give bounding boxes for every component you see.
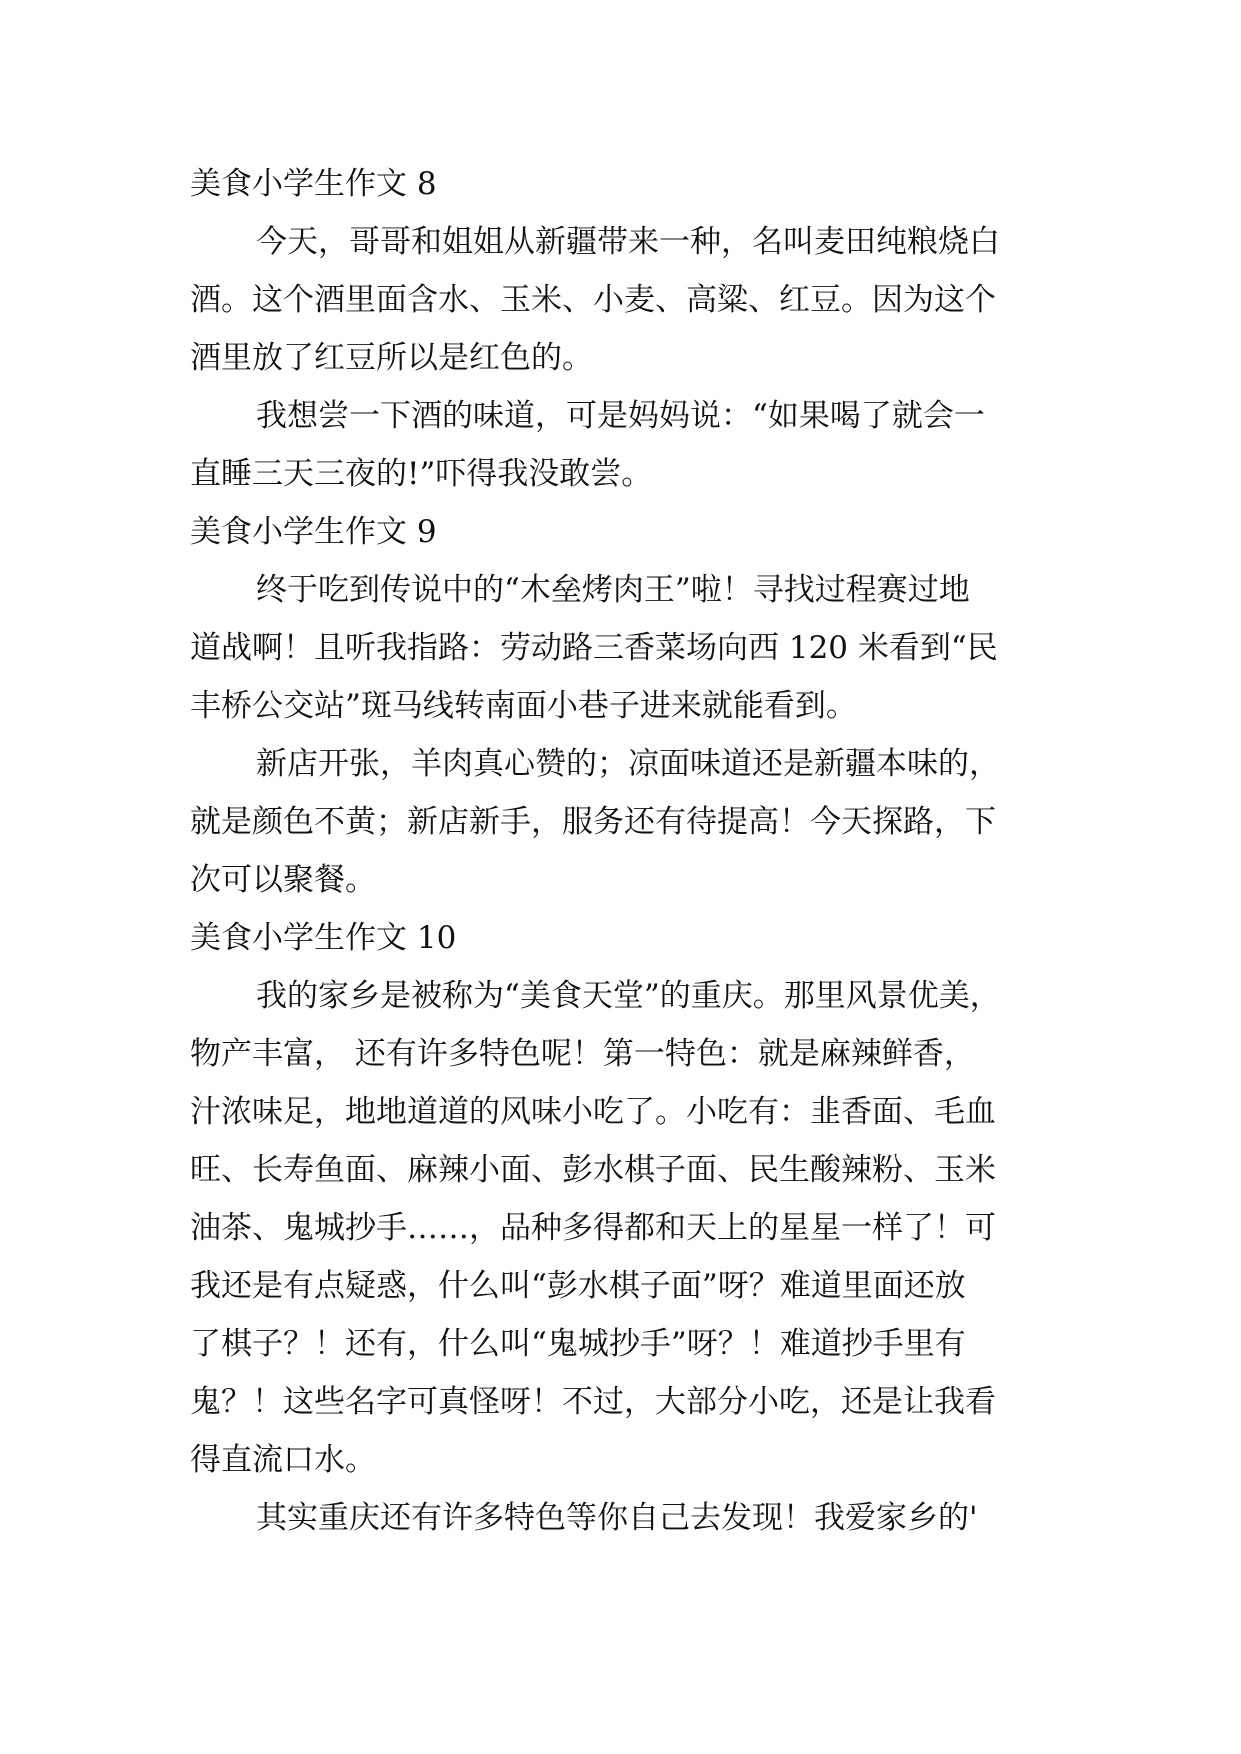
text-line: 油茶、鬼城抄手……，品种多得都和天上的星星一样了！可	[190, 1210, 996, 1246]
essay-section	[190, 909, 1060, 1547]
text-line: 了棋子？！还有，什么叫“鬼城抄手”呀？！难道抄手里有	[190, 1326, 966, 1362]
essay-paragraph	[190, 735, 1060, 909]
essay-paragraph	[190, 967, 1060, 1489]
essay-paragraph	[190, 1489, 1060, 1547]
essay-paragraph	[190, 387, 1060, 503]
text-line: 物产丰富， 还有许多特色呢！第一特色：就是麻辣鲜香，	[190, 1036, 975, 1072]
text-line: 我还是有点疑惑，什么叫“彭水棋子面”呀？难道里面还放	[190, 1268, 966, 1304]
essay-section	[190, 503, 1060, 909]
text-line: 终于吃到传说中的“木垒烤肉王”啦！寻找过程赛过地	[256, 572, 970, 608]
essay-title: 美食小学生作文 10	[190, 920, 457, 956]
essay-section	[190, 155, 1060, 503]
text-line: 新店开张，羊肉真心赞的；凉面味道还是新疆本味的，	[256, 746, 1000, 782]
essay-paragraph	[190, 561, 1060, 735]
essay-title: 美食小学生作文 8	[190, 166, 437, 202]
document-page	[190, 155, 1060, 1547]
text-line: 得直流口水。	[190, 1442, 376, 1478]
text-line: 鬼？！这些名字可真怪呀！不过，大部分小吃，还是让我看	[190, 1384, 996, 1420]
text-line: 次可以聚餐。	[190, 862, 376, 898]
text-line: 直睡三天三夜的!”吓得我没敢尝。	[190, 456, 653, 492]
text-line: 今天，哥哥和姐姐从新疆带来一种，名叫麦田纯粮烧白	[256, 224, 1000, 260]
text-line: 我的家乡是被称为“美食天堂”的重庆。那里风景优美，	[256, 978, 1001, 1014]
essay-paragraph	[190, 213, 1060, 387]
text-line: 就是颜色不黄；新店新手，服务还有待提高！今天探路，下	[190, 804, 996, 840]
text-line: 其实重庆还有许多特色等你自己去发现！我爱家乡的'	[256, 1500, 978, 1536]
text-line: 汁浓味足，地地道道的风味小吃了。小吃有：韭香面、毛血	[190, 1094, 996, 1130]
text-line: 旺、长寿鱼面、麻辣小面、彭水棋子面、民生酸辣粉、玉米	[190, 1152, 996, 1188]
text-line: 道战啊！且听我指路：劳动路三香菜场向西 120 米看到“民	[190, 630, 998, 666]
text-line: 酒。这个酒里面含水、玉米、小麦、高粱、红豆。因为这个	[190, 282, 996, 318]
text-line: 丰桥公交站”斑马线转南面小巷子进来就能看到。	[190, 688, 857, 724]
text-line: 我想尝一下酒的味道，可是妈妈说：“如果喝了就会一	[256, 398, 985, 434]
essay-title: 美食小学生作文 9	[190, 514, 437, 550]
text-line: 酒里放了红豆所以是红色的。	[190, 340, 593, 376]
